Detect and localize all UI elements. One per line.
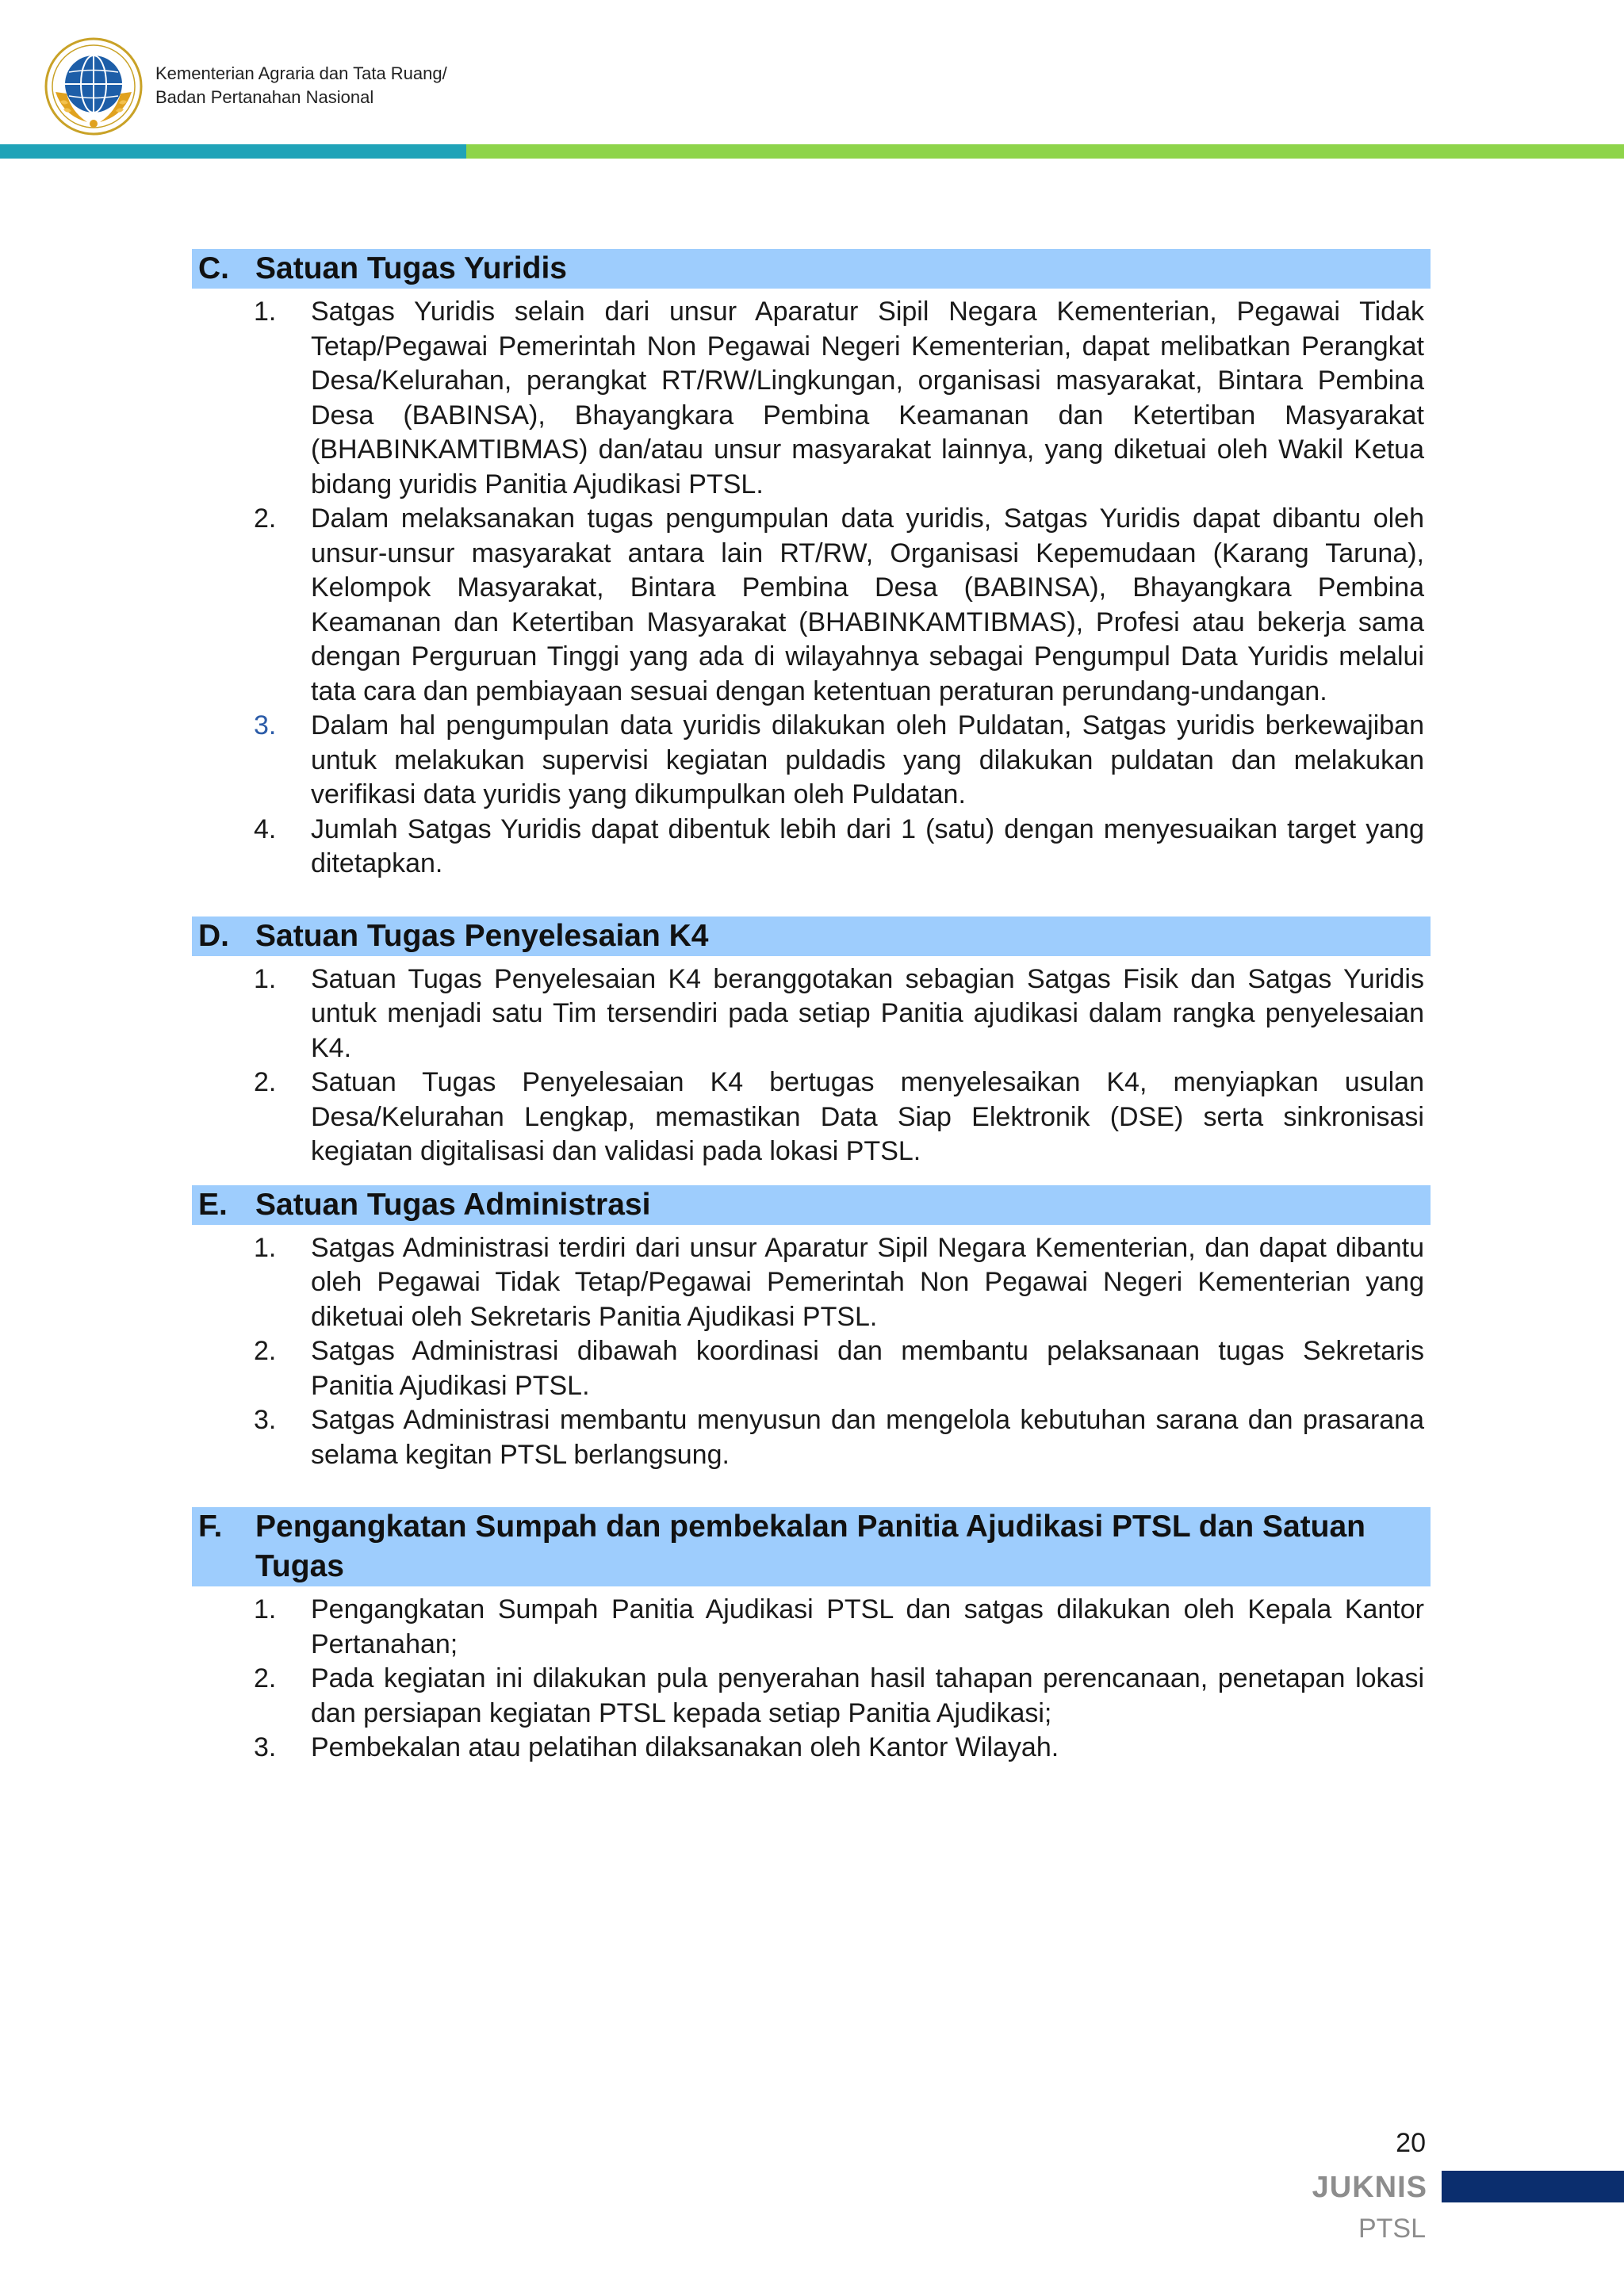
list-item [192,1334,1431,1403]
organization-line-1: Kementerian Agraria dan Tata Ruang/ [155,63,447,83]
section-heading [192,1185,1431,1225]
list-item [192,1231,1431,1335]
list-number: 3. [254,710,277,740]
bpn-logo-icon [40,36,147,136]
list-number: 2. [254,1067,277,1097]
section-letter: F. [198,1510,223,1544]
section-title: Satuan Tugas Administrasi [255,1187,651,1222]
list-number: 1. [254,1594,277,1624]
spacer [192,1169,1431,1185]
spacer [192,882,1431,916]
section-d [192,916,1431,1169]
list-number: 2. [254,1663,277,1693]
document-body [192,249,1431,1766]
section-heading [192,249,1431,289]
list-number: 3. [254,1732,277,1762]
list-item [192,1593,1431,1662]
section-title: Satuan Tugas Penyelesaian K4 [255,918,709,953]
list-text: Pada kegiatan ini dilakukan pula penyerahan hasil tahapan perencanaan, penetapan lokasi dan persiapan kegiatan PTSL kepada setiap Panitia Ajudikasi; [311,1663,1424,1728]
list-item [192,709,1431,813]
list-text: Satgas Administrasi terdiri dari unsur Aparatur Sipil Negara Kementerian, dan dapat dibantu oleh Pegawai Tidak Tetap/Pegawai Pemerintah Non Pegawai Negeri Kementerian yang diketuai oleh Sekretaris Panitia Ajudikasi PTSL. [311,1232,1424,1332]
organization-name [155,62,447,109]
footer-bar [1442,2171,1624,2202]
list-item [192,1403,1431,1472]
list-text: Satuan Tugas Penyelesaian K4 bertugas menyelesaikan K4, menyiapkan usulan Desa/Kelurahan Lengkap, memastikan Data Siap Elektronik (DSE) serta sinkronisasi kegiatan digitalisasi dan validasi pada lokasi PTSL. [311,1067,1424,1166]
list-number: 3. [254,1405,277,1435]
list-number: 1. [254,297,277,327]
list-number: 1. [254,963,277,994]
section-list [192,295,1431,882]
list-item [192,813,1431,882]
list-text: Satgas Yuridis selain dari unsur Aparatur Sipil Negara Kementerian, Pegawai Tidak Tetap/Pegawai Pemerintah Non Pegawai Negeri Kementerian, dapat melibatkan Perangkat Desa/Kelurahan, perangkat RT/RW/Lingkungan, organisasi masyarakat, Bintara Pembina Desa (BABINSA), Bhayangkara Pembina Keamanan dan Ketertiban Masyarakat (BHABINKAMTIBMAS) dan/atau unsur masyarakat lainnya, yang diketuai oleh Wakil Ketua bidang yuridis Panitia Ajudikasi PTSL. [311,297,1424,499]
list-text: Satgas Administrasi membantu menyusun dan mengelola kebutuhan sarana dan prasarana selama kegitan PTSL berlangsung. [311,1405,1424,1470]
header-bar-green [466,144,1624,159]
list-item [192,502,1431,709]
section-letter: D. [198,918,229,953]
section-list [192,1231,1431,1473]
footer-juknis-label: JUKNIS [1312,2171,1427,2204]
list-text: Satgas Administrasi dibawah koordinasi dan membantu pelaksanaan tugas Sekretaris Panitia Ajudikasi PTSL. [311,1336,1424,1401]
list-item [192,1066,1431,1169]
list-number: 2. [254,503,277,534]
section-title: Satuan Tugas Yuridis [255,251,567,285]
section-c [192,249,1431,882]
page-number: 20 [1396,2128,1426,2158]
list-text: Dalam melaksanakan tugas pengumpulan data yuridis, Satgas Yuridis dapat dibantu oleh unsur-unsur masyarakat antara lain RT/RW, Organisasi Kepemudaan (Karang Taruna), Kelompok Masyarakat, Bintara Pembina Desa (BABINSA), Bhayangkara Pembina Keamanan dan Ketertiban Masyarakat (BHABINKAMTIBMAS), Profesi atau bekerja sama dengan Perguruan Tinggi yang ada di wilayahnya sebagai Pengumpul Data Yuridis melalui tata cara dan pembiayaan sesuai dengan ketentuan peraturan perundang-undangan. [311,503,1424,706]
list-number: 1. [254,1232,277,1263]
list-number: 2. [254,1336,277,1366]
list-text: Satuan Tugas Penyelesaian K4 beranggotakan sebagian Satgas Fisik dan Satgas Yuridis untuk menjadi satu Tim tersendiri pada setiap Panitia ajudikasi dalam rangka penyelesaian K4. [311,963,1424,1063]
section-title: Pengangkatan Sumpah dan pembekalan Panitia Ajudikasi PTSL dan Satuan Tugas [255,1510,1366,1583]
list-text: Dalam hal pengumpulan data yuridis dilakukan oleh Puldatan, Satgas yuridis berkewajiban untuk melakukan supervisi kegiatan puldadis yang dilakukan puldatan dan melakukan verifikasi data yuridis yang dikumpulkan oleh Puldatan. [311,710,1424,809]
list-text: Jumlah Satgas Yuridis dapat dibentuk lebih dari 1 (satu) dengan menyesuaikan target yang ditetapkan. [311,813,1424,878]
header-bar-blue [0,144,466,159]
section-heading [192,1507,1431,1586]
section-list [192,962,1431,1169]
section-letter: C. [198,251,229,285]
list-text: Pengangkatan Sumpah Panitia Ajudikasi PTSL dan satgas dilakukan oleh Kepala Kantor Pertanahan; [311,1594,1424,1659]
list-item [192,1731,1431,1766]
section-letter: E. [198,1187,228,1222]
list-item [192,295,1431,502]
spacer [192,1472,1431,1507]
section-list [192,1593,1431,1766]
section-e [192,1185,1431,1473]
list-item [192,1662,1431,1731]
footer-ptsl-label: PTSL [1358,2214,1426,2244]
organization-line-2: Badan Pertanahan Nasional [155,87,374,107]
section-heading [192,916,1431,956]
page-header [0,0,1624,159]
section-f [192,1507,1431,1766]
list-number: 4. [254,813,277,844]
list-item [192,962,1431,1066]
list-text: Pembekalan atau pelatihan dilaksanakan oleh Kantor Wilayah. [311,1732,1059,1762]
